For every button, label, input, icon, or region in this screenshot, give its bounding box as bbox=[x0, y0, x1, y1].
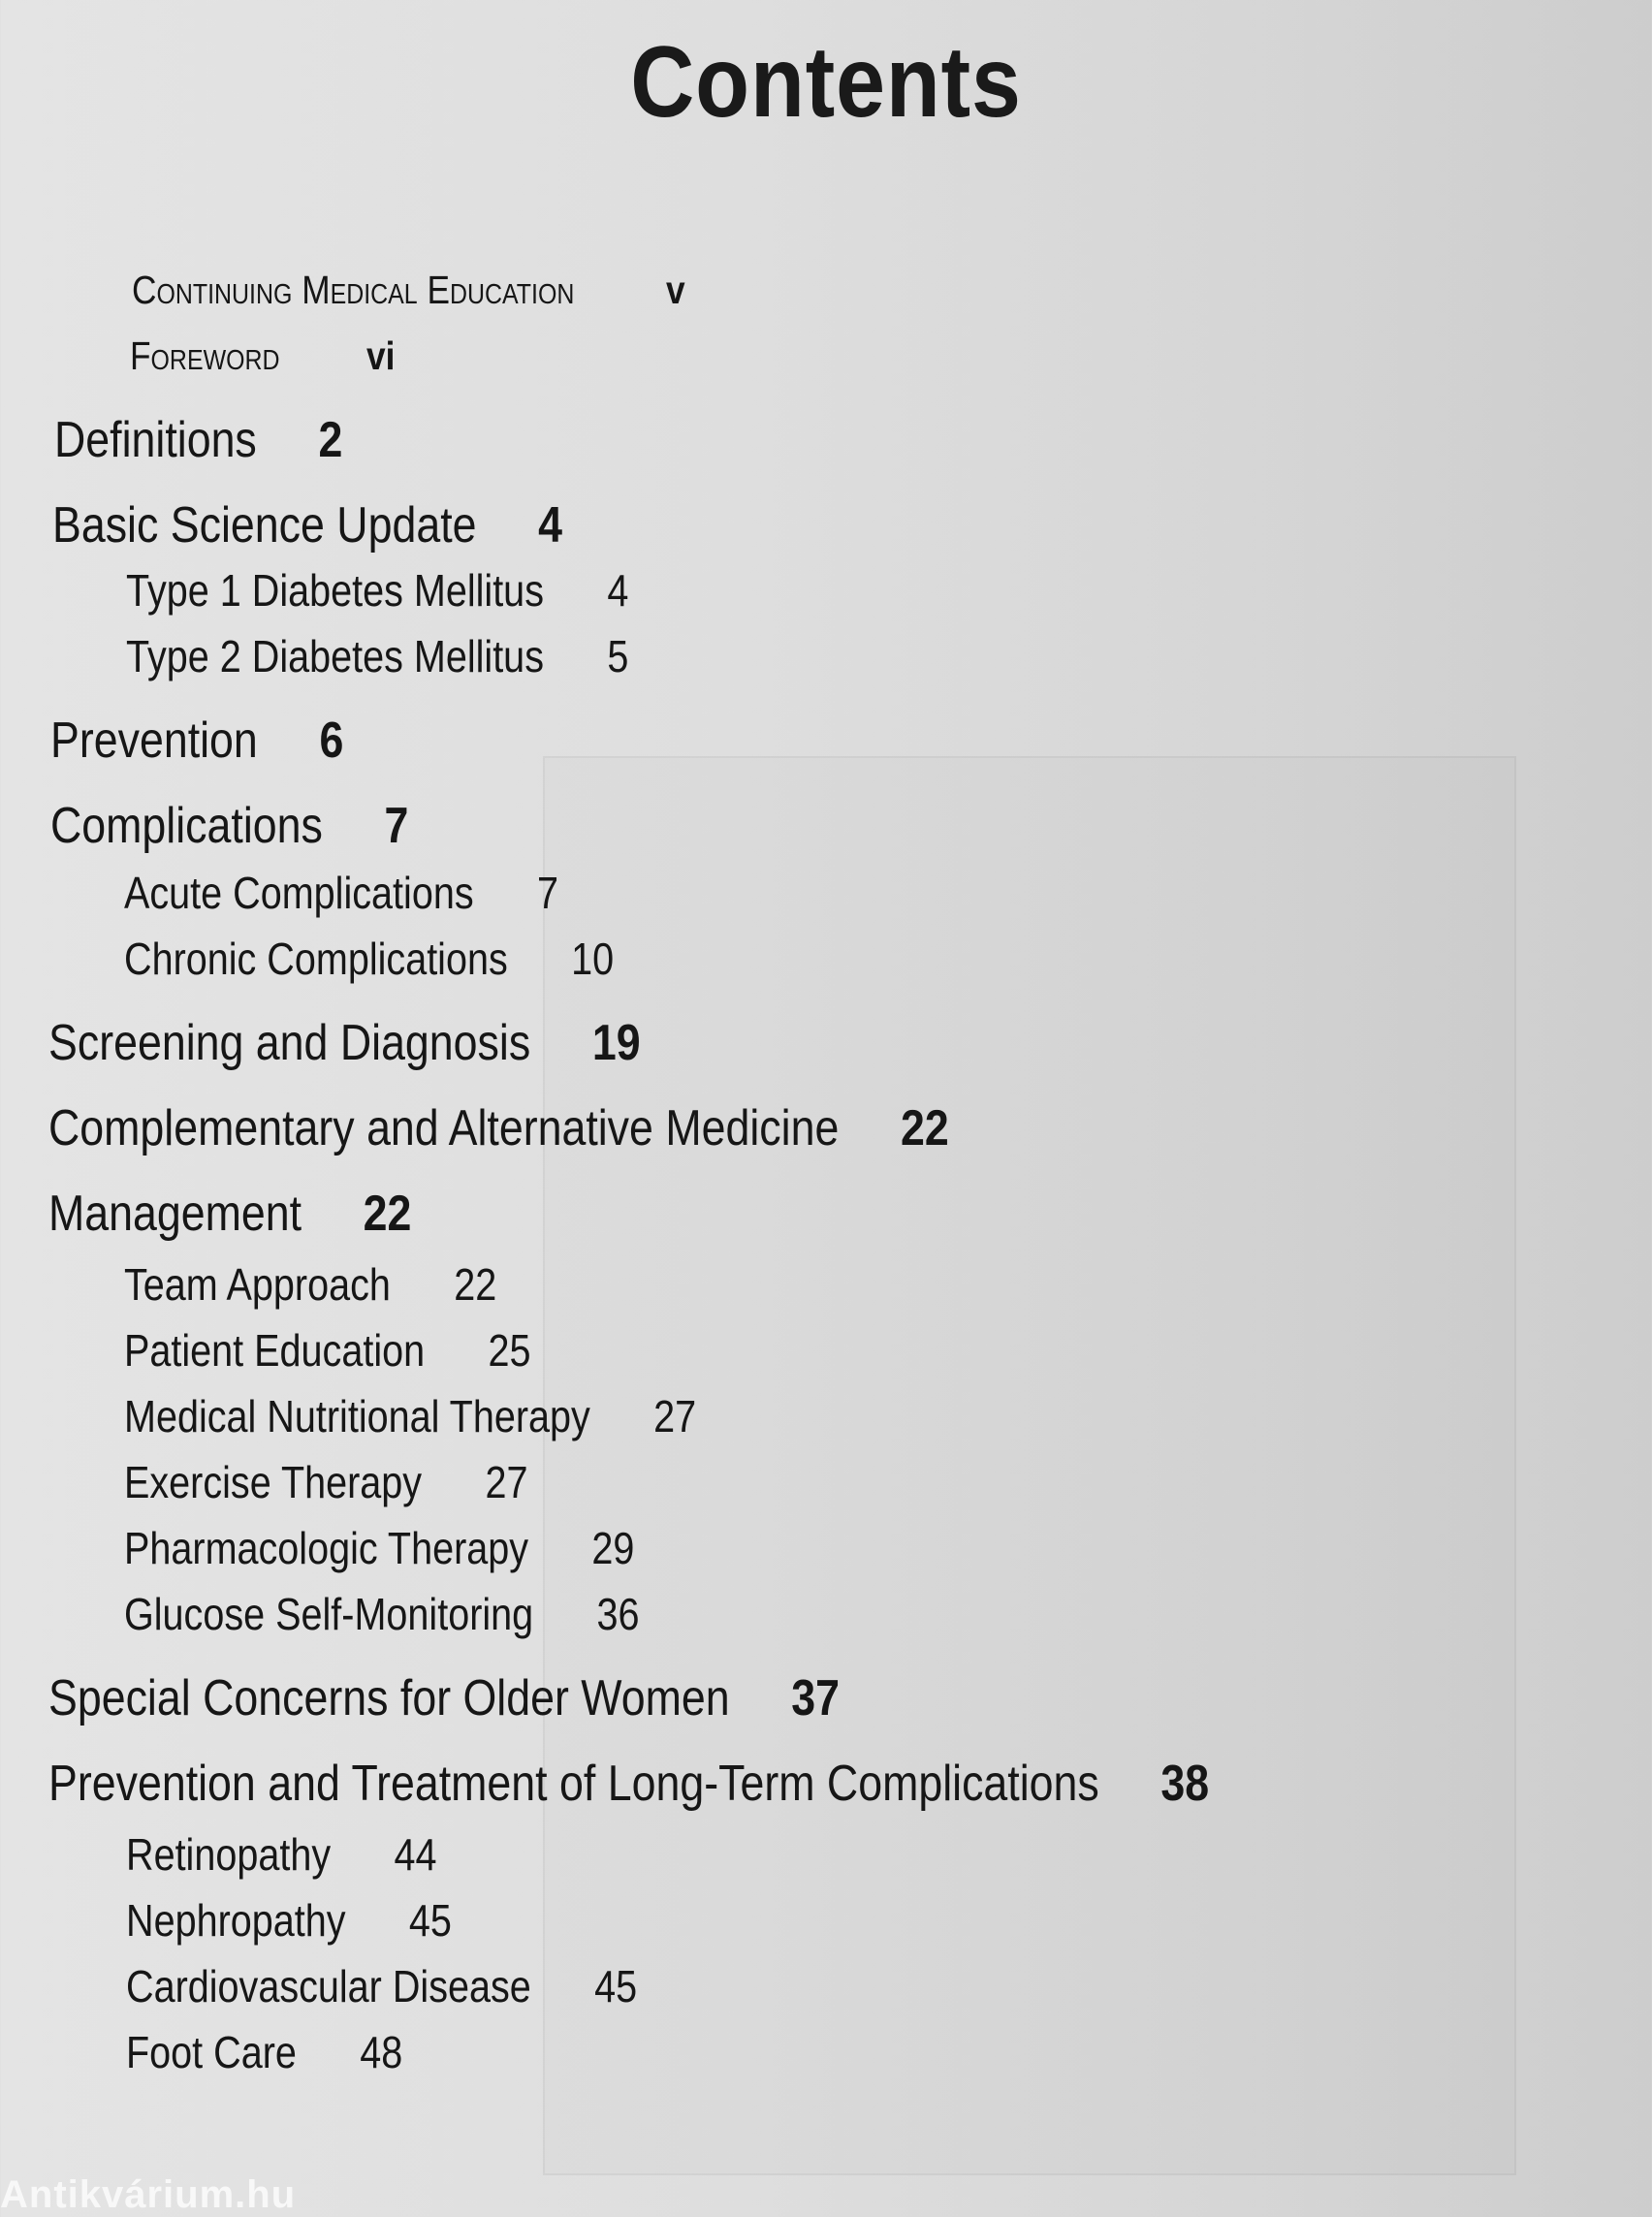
toc-page-number: 2 bbox=[318, 412, 343, 468]
toc-label: Retinopathy bbox=[126, 1829, 332, 1880]
watermark: Antikvárium.hu bbox=[0, 2173, 297, 2216]
toc-label: Prevention and Treatment of Long-Term Complications bbox=[48, 1756, 1099, 1812]
toc-label: Type 2 Diabetes Mellitus bbox=[126, 631, 544, 681]
toc-page-number: 22 bbox=[363, 1186, 412, 1242]
toc-entry-basic-science-update bbox=[52, 496, 562, 554]
toc-entry-exercise-therapy bbox=[124, 1456, 527, 1508]
toc-page-number: 7 bbox=[536, 868, 558, 918]
toc-entry-patient-education bbox=[124, 1324, 530, 1377]
toc-label: Continuing Medical Education bbox=[132, 268, 575, 312]
toc-entry-management bbox=[48, 1185, 411, 1243]
toc-page-number: 22 bbox=[454, 1259, 497, 1310]
toc-label: Acute Complications bbox=[124, 868, 474, 918]
toc-label: Patient Education bbox=[124, 1325, 426, 1376]
toc-page-number: 7 bbox=[384, 798, 409, 854]
toc-label: Complementary and Alternative Medicine bbox=[48, 1100, 840, 1156]
toc-label: Nephropathy bbox=[126, 1895, 346, 1946]
toc-page-number: 27 bbox=[653, 1391, 697, 1441]
toc-page-number: 45 bbox=[594, 1961, 638, 2011]
toc-entry-nephropathy bbox=[126, 1894, 452, 1947]
toc-page-number: 10 bbox=[571, 934, 615, 984]
toc-page-number: 45 bbox=[408, 1895, 452, 1946]
toc-label: Medical Nutritional Therapy bbox=[124, 1391, 590, 1441]
toc-entry-foot-care bbox=[126, 2026, 402, 2078]
toc-page-number: v bbox=[665, 268, 685, 312]
toc-entry-pharmacologic-therapy bbox=[124, 1522, 634, 1574]
toc-page-number: 48 bbox=[360, 2027, 403, 2077]
toc-entry-special-concerns-older-women bbox=[48, 1669, 840, 1727]
toc-entry-prevention bbox=[50, 712, 343, 770]
toc-page-number: 6 bbox=[319, 713, 344, 769]
toc-page-number: 4 bbox=[538, 497, 563, 554]
toc-entry-chronic-complications bbox=[124, 933, 614, 985]
toc-entry-type-2-diabetes bbox=[126, 630, 628, 682]
toc-label: Type 1 Diabetes Mellitus bbox=[126, 565, 544, 616]
toc-label: Glucose Self-Monitoring bbox=[124, 1589, 534, 1639]
show-through-shadow bbox=[543, 756, 1516, 2175]
toc-entry-continuing-medical-education bbox=[132, 268, 685, 313]
toc-page-number: 29 bbox=[591, 1523, 635, 1573]
toc-label: Cardiovascular Disease bbox=[126, 1961, 531, 2011]
toc-entry-screening-and-diagnosis bbox=[48, 1014, 641, 1072]
toc-page-number: 44 bbox=[394, 1829, 437, 1880]
toc-label: Special Concerns for Older Women bbox=[48, 1670, 730, 1726]
toc-entry-cardiovascular-disease bbox=[126, 1960, 637, 2012]
toc-label: Basic Science Update bbox=[52, 497, 477, 554]
toc-entry-type-1-diabetes bbox=[126, 564, 628, 617]
toc-page-number: 36 bbox=[596, 1589, 640, 1639]
toc-entry-medical-nutritional-therapy bbox=[124, 1390, 696, 1442]
toc-label: Complications bbox=[50, 798, 323, 854]
toc-label: Foreword bbox=[130, 333, 280, 378]
toc-label: Team Approach bbox=[124, 1259, 391, 1310]
toc-entry-retinopathy bbox=[126, 1828, 436, 1881]
toc-label: Exercise Therapy bbox=[124, 1457, 423, 1507]
toc-page-number: 5 bbox=[607, 631, 629, 681]
toc-entry-acute-complications bbox=[124, 867, 558, 919]
page-title: Contents bbox=[630, 26, 1022, 139]
toc-page-number: 19 bbox=[591, 1015, 641, 1071]
toc-page-number: 37 bbox=[791, 1670, 840, 1726]
toc-label: Chronic Complications bbox=[124, 934, 508, 984]
toc-label: Management bbox=[48, 1186, 302, 1242]
toc-entry-glucose-self-monitoring bbox=[124, 1588, 640, 1640]
toc-label: Screening and Diagnosis bbox=[48, 1015, 531, 1071]
toc-label: Prevention bbox=[50, 713, 258, 769]
toc-label: Foot Care bbox=[126, 2027, 297, 2077]
toc-entry-definitions bbox=[54, 411, 342, 469]
toc-page-number: 38 bbox=[1160, 1756, 1210, 1812]
toc-entry-complications bbox=[50, 797, 408, 855]
toc-page-number: 22 bbox=[900, 1100, 949, 1156]
toc-entry-foreword bbox=[130, 333, 395, 379]
toc-page-number: 25 bbox=[488, 1325, 531, 1376]
toc-entry-prevention-treatment-long-term bbox=[48, 1755, 1209, 1813]
toc-page-number: vi bbox=[365, 333, 396, 378]
toc-label: Definitions bbox=[54, 412, 257, 468]
toc-entry-complementary-alternative-medicine bbox=[48, 1099, 949, 1157]
toc-label: Pharmacologic Therapy bbox=[124, 1523, 529, 1573]
toc-page-number: 27 bbox=[485, 1457, 528, 1507]
toc-entry-team-approach bbox=[124, 1258, 496, 1311]
toc-page-number: 4 bbox=[607, 565, 629, 616]
